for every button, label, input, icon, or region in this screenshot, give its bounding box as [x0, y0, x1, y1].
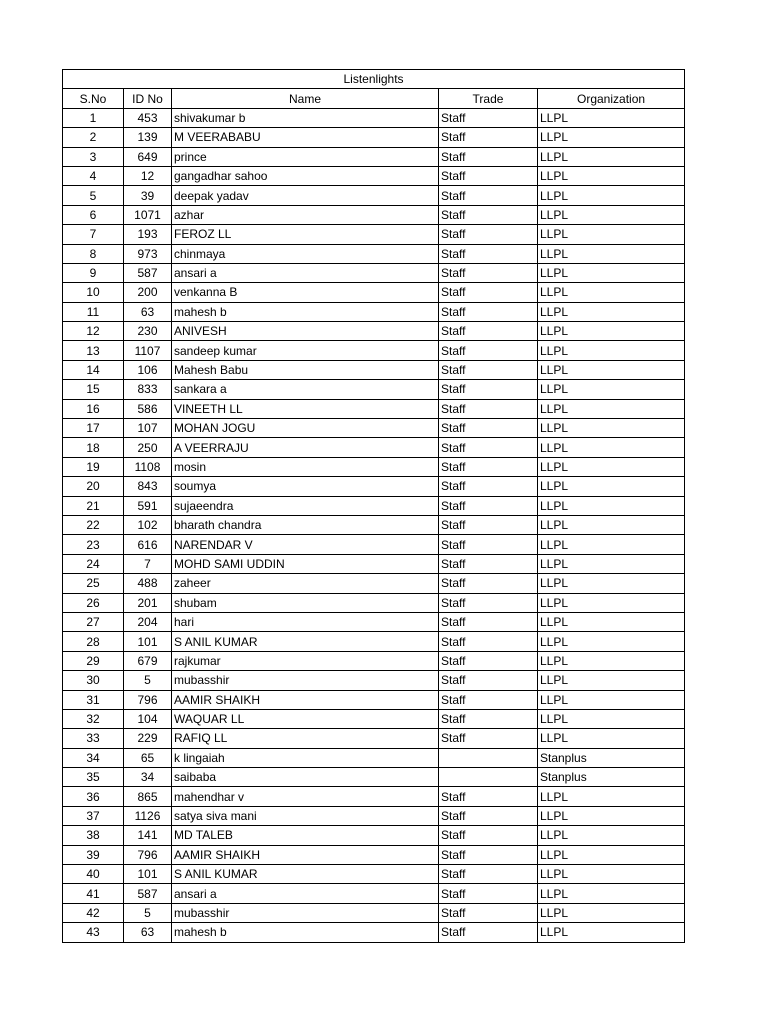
table-row	[63, 535, 685, 554]
cell-id-no: 1107	[124, 341, 172, 360]
table-row	[63, 768, 685, 787]
cell-trade: Staff	[439, 186, 538, 205]
cell-id-no: 616	[124, 535, 172, 554]
cell-sno: 38	[63, 826, 124, 845]
cell-trade: Staff	[439, 651, 538, 670]
table-row	[63, 128, 685, 147]
cell-organization: LLPL	[538, 787, 685, 806]
table-row	[63, 322, 685, 341]
cell-name: soumya	[172, 477, 439, 496]
cell-sno: 31	[63, 690, 124, 709]
cell-organization: LLPL	[538, 147, 685, 166]
cell-sno: 2	[63, 128, 124, 147]
cell-organization: LLPL	[538, 535, 685, 554]
cell-name: shubam	[172, 593, 439, 612]
cell-organization: LLPL	[538, 671, 685, 690]
cell-trade: Staff	[439, 457, 538, 476]
cell-name: RAFIQ LL	[172, 729, 439, 748]
cell-trade	[439, 768, 538, 787]
cell-trade	[439, 748, 538, 767]
cell-name: ansari a	[172, 884, 439, 903]
cell-name: zaheer	[172, 574, 439, 593]
cell-trade: Staff	[439, 612, 538, 631]
cell-sno: 11	[63, 302, 124, 321]
cell-sno: 3	[63, 147, 124, 166]
cell-sno: 27	[63, 612, 124, 631]
cell-organization: LLPL	[538, 515, 685, 534]
cell-name: shivakumar b	[172, 108, 439, 127]
table-row	[63, 612, 685, 631]
table-row	[63, 225, 685, 244]
table-row	[63, 399, 685, 418]
cell-name: sujaeendra	[172, 496, 439, 515]
cell-name: venkanna B	[172, 283, 439, 302]
cell-id-no: 141	[124, 826, 172, 845]
cell-name: AAMIR SHAIKH	[172, 845, 439, 864]
cell-organization: LLPL	[538, 438, 685, 457]
cell-id-no: 586	[124, 399, 172, 418]
cell-sno: 40	[63, 865, 124, 884]
header-sno: S.No	[63, 89, 124, 108]
table-row	[63, 554, 685, 573]
cell-trade: Staff	[439, 787, 538, 806]
cell-id-no: 453	[124, 108, 172, 127]
cell-id-no: 65	[124, 748, 172, 767]
cell-sno: 28	[63, 632, 124, 651]
cell-trade: Staff	[439, 341, 538, 360]
table-row	[63, 263, 685, 282]
cell-id-no: 5	[124, 903, 172, 922]
cell-id-no: 796	[124, 845, 172, 864]
cell-organization: LLPL	[538, 496, 685, 515]
cell-trade: Staff	[439, 128, 538, 147]
table-row	[63, 515, 685, 534]
cell-organization: LLPL	[538, 806, 685, 825]
table-row	[63, 593, 685, 612]
cell-sno: 43	[63, 923, 124, 942]
table-row	[63, 205, 685, 224]
cell-sno: 17	[63, 419, 124, 438]
table-row	[63, 457, 685, 476]
cell-organization: LLPL	[538, 612, 685, 631]
title-row	[63, 70, 685, 89]
cell-trade: Staff	[439, 496, 538, 515]
cell-name: mosin	[172, 457, 439, 476]
cell-id-no: 587	[124, 263, 172, 282]
table-row	[63, 748, 685, 767]
table-body	[63, 108, 685, 942]
cell-sno: 5	[63, 186, 124, 205]
table-row	[63, 632, 685, 651]
cell-sno: 9	[63, 263, 124, 282]
cell-name: k lingaiah	[172, 748, 439, 767]
table-row	[63, 671, 685, 690]
table-row	[63, 438, 685, 457]
cell-organization: LLPL	[538, 263, 685, 282]
cell-id-no: 649	[124, 147, 172, 166]
cell-trade: Staff	[439, 166, 538, 185]
cell-name: AAMIR SHAIKH	[172, 690, 439, 709]
cell-id-no: 12	[124, 166, 172, 185]
cell-sno: 12	[63, 322, 124, 341]
cell-sno: 15	[63, 380, 124, 399]
cell-name: hari	[172, 612, 439, 631]
cell-organization: LLPL	[538, 225, 685, 244]
cell-id-no: 1071	[124, 205, 172, 224]
cell-trade: Staff	[439, 380, 538, 399]
cell-name: S ANIL KUMAR	[172, 632, 439, 651]
cell-name: ANIVESH	[172, 322, 439, 341]
cell-id-no: 230	[124, 322, 172, 341]
cell-id-no: 5	[124, 671, 172, 690]
table-row	[63, 923, 685, 942]
cell-organization: LLPL	[538, 554, 685, 573]
cell-trade: Staff	[439, 729, 538, 748]
cell-name: azhar	[172, 205, 439, 224]
cell-name: mahesh b	[172, 302, 439, 321]
cell-name: Mahesh Babu	[172, 360, 439, 379]
cell-organization: LLPL	[538, 283, 685, 302]
cell-sno: 33	[63, 729, 124, 748]
header-row	[63, 89, 685, 108]
cell-organization: LLPL	[538, 574, 685, 593]
cell-trade: Staff	[439, 806, 538, 825]
cell-organization: LLPL	[538, 884, 685, 903]
cell-trade: Staff	[439, 865, 538, 884]
table-row	[63, 826, 685, 845]
cell-organization: LLPL	[538, 186, 685, 205]
cell-organization: LLPL	[538, 709, 685, 728]
cell-trade: Staff	[439, 903, 538, 922]
header-trade: Trade	[439, 89, 538, 108]
cell-sno: 18	[63, 438, 124, 457]
cell-name: MOHAN JOGU	[172, 419, 439, 438]
cell-sno: 26	[63, 593, 124, 612]
cell-trade: Staff	[439, 302, 538, 321]
cell-name: FEROZ LL	[172, 225, 439, 244]
cell-trade: Staff	[439, 884, 538, 903]
cell-name: NARENDAR V	[172, 535, 439, 554]
cell-organization: LLPL	[538, 690, 685, 709]
cell-id-no: 39	[124, 186, 172, 205]
cell-organization: LLPL	[538, 729, 685, 748]
cell-trade: Staff	[439, 360, 538, 379]
cell-organization: LLPL	[538, 166, 685, 185]
cell-trade: Staff	[439, 709, 538, 728]
cell-organization: LLPL	[538, 108, 685, 127]
cell-sno: 20	[63, 477, 124, 496]
cell-name: WAQUAR LL	[172, 709, 439, 728]
cell-id-no: 488	[124, 574, 172, 593]
cell-name: VINEETH LL	[172, 399, 439, 418]
cell-trade: Staff	[439, 845, 538, 864]
cell-trade: Staff	[439, 108, 538, 127]
cell-name: saibaba	[172, 768, 439, 787]
cell-id-no: 1108	[124, 457, 172, 476]
cell-name: bharath chandra	[172, 515, 439, 534]
cell-organization: LLPL	[538, 651, 685, 670]
cell-id-no: 201	[124, 593, 172, 612]
table-row	[63, 903, 685, 922]
table-row	[63, 360, 685, 379]
cell-name: A VEERRAJU	[172, 438, 439, 457]
cell-name: mahesh b	[172, 923, 439, 942]
cell-trade: Staff	[439, 535, 538, 554]
table-row	[63, 341, 685, 360]
table-row	[63, 166, 685, 185]
cell-sno: 41	[63, 884, 124, 903]
cell-id-no: 833	[124, 380, 172, 399]
cell-sno: 10	[63, 283, 124, 302]
table-row	[63, 845, 685, 864]
cell-name: mahendhar v	[172, 787, 439, 806]
cell-id-no: 973	[124, 244, 172, 263]
cell-name: S ANIL KUMAR	[172, 865, 439, 884]
cell-trade: Staff	[439, 632, 538, 651]
cell-id-no: 34	[124, 768, 172, 787]
table-title: Listenlights	[63, 70, 685, 89]
table-row	[63, 477, 685, 496]
cell-organization: LLPL	[538, 341, 685, 360]
cell-organization: LLPL	[538, 380, 685, 399]
cell-trade: Staff	[439, 574, 538, 593]
cell-id-no: 587	[124, 884, 172, 903]
cell-name: sandeep kumar	[172, 341, 439, 360]
cell-name: MD TALEB	[172, 826, 439, 845]
cell-id-no: 101	[124, 865, 172, 884]
cell-sno: 37	[63, 806, 124, 825]
table-row	[63, 574, 685, 593]
cell-organization: LLPL	[538, 826, 685, 845]
cell-trade: Staff	[439, 826, 538, 845]
cell-organization: LLPL	[538, 322, 685, 341]
cell-id-no: 7	[124, 554, 172, 573]
cell-organization: LLPL	[538, 865, 685, 884]
cell-sno: 8	[63, 244, 124, 263]
cell-trade: Staff	[439, 322, 538, 341]
cell-trade: Staff	[439, 438, 538, 457]
cell-organization: LLPL	[538, 477, 685, 496]
cell-name: ansari a	[172, 263, 439, 282]
cell-organization: LLPL	[538, 244, 685, 263]
cell-id-no: 229	[124, 729, 172, 748]
cell-trade: Staff	[439, 263, 538, 282]
table-row	[63, 884, 685, 903]
cell-sno: 22	[63, 515, 124, 534]
table-row	[63, 787, 685, 806]
cell-id-no: 591	[124, 496, 172, 515]
cell-trade: Staff	[439, 419, 538, 438]
cell-sno: 24	[63, 554, 124, 573]
cell-id-no: 104	[124, 709, 172, 728]
cell-id-no: 843	[124, 477, 172, 496]
cell-id-no: 107	[124, 419, 172, 438]
table-row	[63, 709, 685, 728]
header-name: Name	[172, 89, 439, 108]
cell-organization: LLPL	[538, 419, 685, 438]
cell-trade: Staff	[439, 515, 538, 534]
cell-trade: Staff	[439, 554, 538, 573]
cell-organization: LLPL	[538, 399, 685, 418]
cell-trade: Staff	[439, 593, 538, 612]
cell-sno: 34	[63, 748, 124, 767]
cell-trade: Staff	[439, 225, 538, 244]
cell-trade: Staff	[439, 923, 538, 942]
table-row	[63, 244, 685, 263]
cell-id-no: 1126	[124, 806, 172, 825]
cell-id-no: 679	[124, 651, 172, 670]
header-organization: Organization	[538, 89, 685, 108]
table-row	[63, 690, 685, 709]
cell-name: chinmaya	[172, 244, 439, 263]
cell-name: gangadhar sahoo	[172, 166, 439, 185]
cell-id-no: 200	[124, 283, 172, 302]
cell-sno: 7	[63, 225, 124, 244]
cell-name: satya siva mani	[172, 806, 439, 825]
cell-organization: LLPL	[538, 205, 685, 224]
cell-name: sankara a	[172, 380, 439, 399]
table-row	[63, 865, 685, 884]
cell-trade: Staff	[439, 283, 538, 302]
table-row	[63, 302, 685, 321]
cell-name: M VEERABABU	[172, 128, 439, 147]
staff-table	[62, 69, 685, 943]
cell-id-no: 101	[124, 632, 172, 651]
cell-id-no: 139	[124, 128, 172, 147]
cell-trade: Staff	[439, 690, 538, 709]
cell-organization: LLPL	[538, 128, 685, 147]
header-id-no: ID No	[124, 89, 172, 108]
cell-organization: LLPL	[538, 923, 685, 942]
cell-id-no: 63	[124, 302, 172, 321]
cell-sno: 4	[63, 166, 124, 185]
cell-trade: Staff	[439, 399, 538, 418]
cell-organization: LLPL	[538, 360, 685, 379]
cell-sno: 13	[63, 341, 124, 360]
table-row	[63, 186, 685, 205]
cell-id-no: 796	[124, 690, 172, 709]
cell-organization: LLPL	[538, 632, 685, 651]
cell-sno: 23	[63, 535, 124, 554]
cell-organization: Stanplus	[538, 768, 685, 787]
cell-sno: 25	[63, 574, 124, 593]
cell-organization: LLPL	[538, 593, 685, 612]
table-row	[63, 806, 685, 825]
cell-id-no: 204	[124, 612, 172, 631]
cell-sno: 19	[63, 457, 124, 476]
cell-id-no: 250	[124, 438, 172, 457]
cell-sno: 39	[63, 845, 124, 864]
cell-organization: LLPL	[538, 903, 685, 922]
table-row	[63, 729, 685, 748]
cell-sno: 16	[63, 399, 124, 418]
table-row	[63, 380, 685, 399]
cell-trade: Staff	[439, 205, 538, 224]
table-row	[63, 419, 685, 438]
cell-id-no: 63	[124, 923, 172, 942]
cell-trade: Staff	[439, 477, 538, 496]
cell-id-no: 106	[124, 360, 172, 379]
cell-id-no: 865	[124, 787, 172, 806]
table-row	[63, 496, 685, 515]
cell-sno: 14	[63, 360, 124, 379]
table-row	[63, 283, 685, 302]
cell-sno: 36	[63, 787, 124, 806]
cell-name: prince	[172, 147, 439, 166]
cell-name: rajkumar	[172, 651, 439, 670]
cell-sno: 21	[63, 496, 124, 515]
cell-trade: Staff	[439, 147, 538, 166]
cell-sno: 6	[63, 205, 124, 224]
cell-organization: LLPL	[538, 302, 685, 321]
cell-sno: 32	[63, 709, 124, 728]
cell-sno: 35	[63, 768, 124, 787]
cell-name: MOHD SAMI UDDIN	[172, 554, 439, 573]
cell-trade: Staff	[439, 671, 538, 690]
cell-id-no: 193	[124, 225, 172, 244]
cell-name: deepak yadav	[172, 186, 439, 205]
cell-organization: Stanplus	[538, 748, 685, 767]
cell-name: mubasshir	[172, 671, 439, 690]
cell-sno: 1	[63, 108, 124, 127]
table-row	[63, 651, 685, 670]
table-row	[63, 108, 685, 127]
cell-sno: 42	[63, 903, 124, 922]
cell-organization: LLPL	[538, 457, 685, 476]
cell-id-no: 102	[124, 515, 172, 534]
cell-trade: Staff	[439, 244, 538, 263]
cell-sno: 30	[63, 671, 124, 690]
cell-name: mubasshir	[172, 903, 439, 922]
cell-sno: 29	[63, 651, 124, 670]
table-row	[63, 147, 685, 166]
cell-organization: LLPL	[538, 845, 685, 864]
